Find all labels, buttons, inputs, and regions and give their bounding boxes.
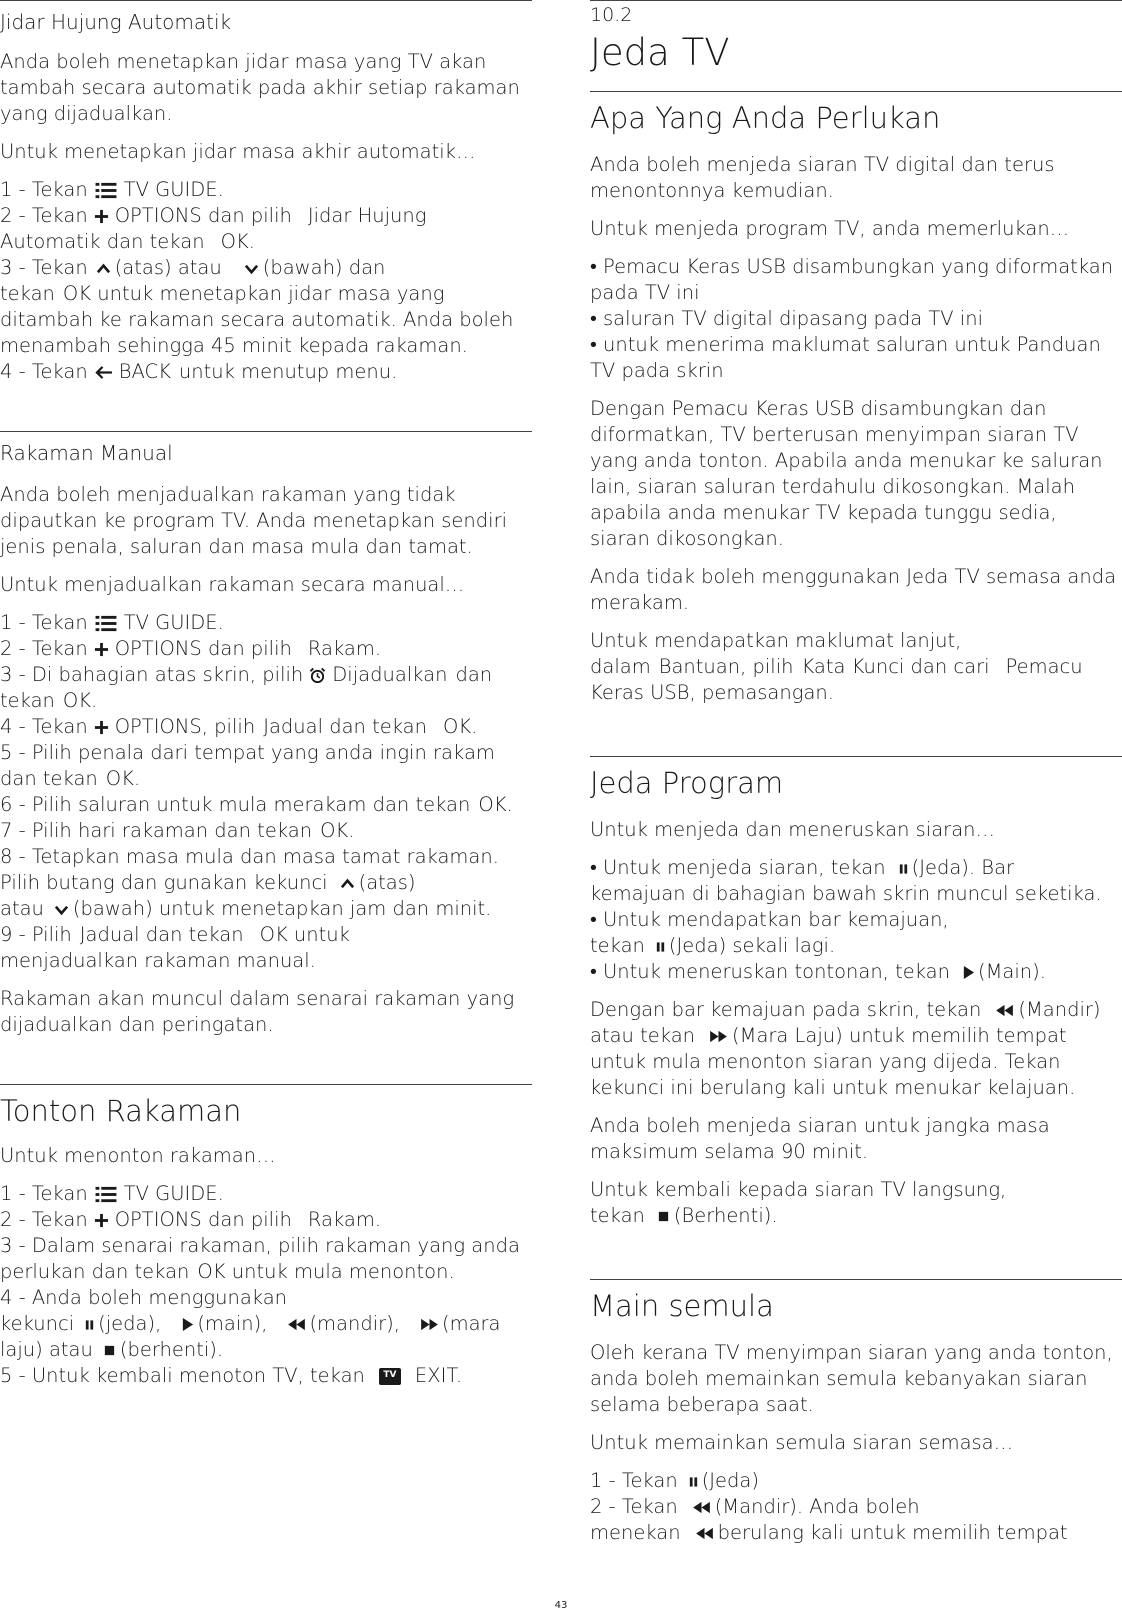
step-3: 3 - Di bahagian atas skrin, pilih Dijadualkan dan (0, 663, 493, 686)
paragraph (590, 1177, 1122, 1229)
paragraph: Untuk menjadualkan rakaman secara manual… (0, 573, 465, 596)
step-7: 7 - Pilih hari rakaman dan tekan OK. (0, 819, 355, 842)
paragraph: Rakaman akan muncul dalam senarai rakaman yang dijadualkan dan peringatan. (0, 987, 515, 1036)
step-list (0, 610, 532, 974)
step-4-cont: laju) atau (berhenti). (0, 1338, 224, 1361)
fast-forward-icon (709, 1030, 728, 1043)
options-plus-icon (94, 642, 109, 657)
chevron-down-icon (54, 902, 69, 917)
chevron-down-icon (244, 261, 259, 276)
paragraph: Anda boleh menjeda siaran TV digital dan terus menontonnya kemudian. (590, 153, 1055, 202)
text-line: tekan (Berhenti). (590, 1204, 778, 1227)
section-divider (0, 0, 532, 1)
stop-icon (657, 1210, 670, 1223)
paragraph: Dengan Pemacu Keras USB disambungkan dan diformatkan, TV berterusan menyimpan siaran TV yang anda tonton. Apabila anda menukar ke saluran lain, siaran saluran terdahulu dikosongkan. Malah apabila anda menukar TV kepada tunggu sedia, siaran dikosongkan. (590, 397, 1103, 550)
chapter-title: Jeda TV (590, 31, 730, 74)
bullet-list (590, 254, 1122, 384)
step-2-cont: Automatik dan tekan OK. (0, 230, 255, 253)
step-9: 9 - Pilih Jadual dan tekan OK untuk (0, 923, 350, 946)
paragraph: Untuk menetapkan jidar masa akhir automatik… (0, 140, 476, 163)
rewind-icon (287, 1318, 306, 1331)
help-line: Keras USB, pemasangan. (590, 681, 834, 704)
section-divider (590, 1279, 1122, 1280)
bullet-item: • Untuk menjeda siaran, tekan (Jeda). Bar (590, 856, 1015, 879)
options-plus-icon (94, 1213, 109, 1228)
step-2-cont: menekan berulang kali untuk memilih tempat (590, 1521, 1068, 1544)
step-list (590, 1468, 1122, 1546)
bullet-item: • untuk menerima maklumat saluran untuk Panduan TV pada skrin (590, 333, 1101, 382)
chapter-number: 10.2 (590, 4, 633, 26)
section-title-main-semula: Main semula (590, 1289, 774, 1323)
step-3-cont: perlukan dan tekan OK untuk mula menonton. (0, 1260, 455, 1283)
section-divider (0, 1084, 532, 1085)
step-2: 2 - Tekan OPTIONS dan pilih Rakam. (0, 1208, 382, 1231)
stop-icon (103, 1344, 116, 1357)
paragraph: Anda boleh menjeda siaran untuk jangka masa maksimum selama 90 minit. (590, 1114, 1050, 1163)
section-title-tonton-rakaman: Tonton Rakaman (0, 1094, 242, 1128)
step-2: 2 - Tekan OPTIONS dan pilih Rakam. (0, 637, 382, 660)
step-3: 3 - Tekan (atas) atau (bawah) dan (0, 256, 386, 279)
tv-guide-icon (94, 181, 118, 200)
section-divider (590, 756, 1122, 757)
tv-guide-icon (94, 1185, 118, 1204)
section-title-jidar: Jidar Hujung Automatik (0, 10, 232, 34)
rewind-icon (695, 1527, 714, 1540)
step-4: 4 - Anda boleh menggunakan (0, 1286, 288, 1309)
options-plus-icon (94, 209, 109, 224)
step-4: 4 - Tekan BACK untuk menutup menu. (0, 360, 398, 383)
pause-icon (655, 940, 666, 954)
step-8-cont: Pilih butang dan gunakan kekunci (atas) (0, 871, 416, 894)
step-3-cont: tekan OK untuk menetapkan jidar masa yang (0, 282, 445, 305)
bullet-item: • saluran TV digital dipasang pada TV ini (590, 307, 983, 330)
pause-icon (898, 862, 909, 876)
section-divider (0, 431, 532, 432)
bullet-item: kemajuan di bahagian bawah skrin muncul seketika. (590, 882, 1102, 905)
step-8-cont: atau (bawah) untuk menetapkan jam dan minit. (0, 897, 492, 920)
play-icon (962, 965, 975, 980)
paragraph: Anda boleh menjadualkan rakaman yang tidak dipautkan ke program TV. Anda menetapkan sendiri jenis penala, saluran dan masa mula dan tamat. (0, 483, 508, 558)
paragraph: Anda tidak boleh menggunakan Jeda TV semasa anda merakam. (590, 565, 1117, 614)
section-title-rakaman-manual: Rakaman Manual (0, 441, 173, 465)
step-5: 5 - Pilih penala dari tempat yang anda ingin rakam (0, 741, 495, 764)
step-4-cont: kekunci (jeda), (main), (mandir), (mara (0, 1312, 501, 1335)
options-plus-icon (94, 720, 109, 735)
step-list (0, 177, 532, 385)
step-5-cont: dan tekan OK. (0, 767, 141, 790)
page-number: 43 (554, 1600, 568, 1611)
step-2: 2 - Tekan (Mandir). Anda boleh (590, 1495, 920, 1518)
help-line: dalam Bantuan, pilih Kata Kunci dan cari Pemacu (590, 655, 1083, 678)
chevron-up-icon (96, 261, 111, 276)
paragraph: Untuk menjeda dan meneruskan siaran… (590, 818, 995, 841)
pause-icon (688, 1475, 699, 1489)
bullet-item: • Untuk mendapatkan bar kemajuan, (590, 908, 949, 931)
step-3: 3 - Dalam senarai rakaman, pilih rakaman yang anda (0, 1234, 520, 1257)
section-divider (590, 91, 1122, 92)
text-line: kekunci ini berulang kali untuk menukar kelajuan. (590, 1076, 1076, 1099)
step-9-cont: menjadualkan rakaman manual. (0, 949, 316, 972)
section-title-apa-yang-anda-perlukan: Apa Yang Anda Perlukan (590, 101, 941, 135)
help-line: Untuk mendapatkan maklumat lanjut, (590, 629, 962, 652)
paragraph: Untuk menjeda program TV, anda memerlukan… (590, 217, 1070, 240)
rewind-icon (692, 1501, 711, 1514)
text-line: Untuk kembali kepada siaran TV langsung, (590, 1178, 1007, 1201)
paragraph (590, 997, 1122, 1101)
tv-exit-icon: TV (379, 1368, 401, 1385)
step-list (0, 1181, 532, 1389)
tv-guide-icon (94, 614, 118, 633)
text-line: Dengan bar kemajuan pada skrin, tekan (Mandir) (590, 998, 1101, 1021)
section-title-jeda-program: Jeda Program (590, 766, 784, 800)
step-3-cont: tekan OK. (0, 689, 98, 712)
left-column (0, 0, 532, 1389)
step-1: 1 - Tekan TV GUIDE. (0, 1182, 224, 1205)
step-2: 2 - Tekan OPTIONS dan pilih Jidar Hujung (0, 204, 427, 227)
step-3-cont: ditambah ke rakaman secara automatik. Anda boleh (0, 308, 514, 331)
step-6: 6 - Pilih saluran untuk mula merakam dan tekan OK. (0, 793, 513, 816)
back-arrow-icon (94, 365, 113, 380)
rewind-icon (995, 1004, 1014, 1017)
pause-icon (84, 1318, 95, 1332)
step-8: 8 - Tetapkan masa mula dan masa tamat rakaman. (0, 845, 499, 868)
paragraph: Anda boleh menetapkan jidar masa yang TV akan tambah secara automatik pada akhir setiap rakaman yang dijadualkan. (0, 50, 520, 125)
paragraph: Untuk memainkan semula siaran semasa… (590, 1431, 1014, 1454)
text-line: untuk mula menonton siaran yang dijeda. Tekan (590, 1050, 1061, 1073)
play-icon (181, 1317, 194, 1332)
bullet-item: • Untuk meneruskan tontonan, tekan (Main). (590, 960, 1046, 983)
bullet-item: tekan (Jeda) sekali lagi. (590, 934, 836, 957)
chapter-divider (590, 0, 1122, 1)
fast-forward-icon (420, 1318, 439, 1331)
step-4: 4 - Tekan OPTIONS, pilih Jadual dan tekan OK. (0, 715, 478, 738)
bullet-list (590, 855, 1122, 985)
paragraph: Oleh kerana TV menyimpan siaran yang anda tonton, anda boleh memainkan semula kebanyakan siaran selama beberapa saat. (590, 1341, 1113, 1416)
chevron-up-icon (340, 876, 355, 891)
step-1: 1 - Tekan TV GUIDE. (0, 178, 224, 201)
paragraph-help (590, 628, 1122, 706)
step-1: 1 - Tekan (Jeda) (590, 1469, 759, 1492)
text-line: atau tekan (Mara Laju) untuk memilih tempat (590, 1024, 1067, 1047)
paragraph: Untuk menonton rakaman… (0, 1144, 276, 1167)
step-3-cont: menambah sehingga 45 minit kepada rakaman. (0, 334, 468, 357)
step-1: 1 - Tekan TV GUIDE. (0, 611, 224, 634)
alarm-clock-icon (309, 667, 326, 684)
bullet-item: • Pemacu Keras USB disambungkan yang diformatkan pada TV ini (590, 255, 1114, 304)
right-column (590, 0, 1122, 1546)
step-5: 5 - Untuk kembali menoton TV, tekan TV EXIT. (0, 1364, 463, 1387)
